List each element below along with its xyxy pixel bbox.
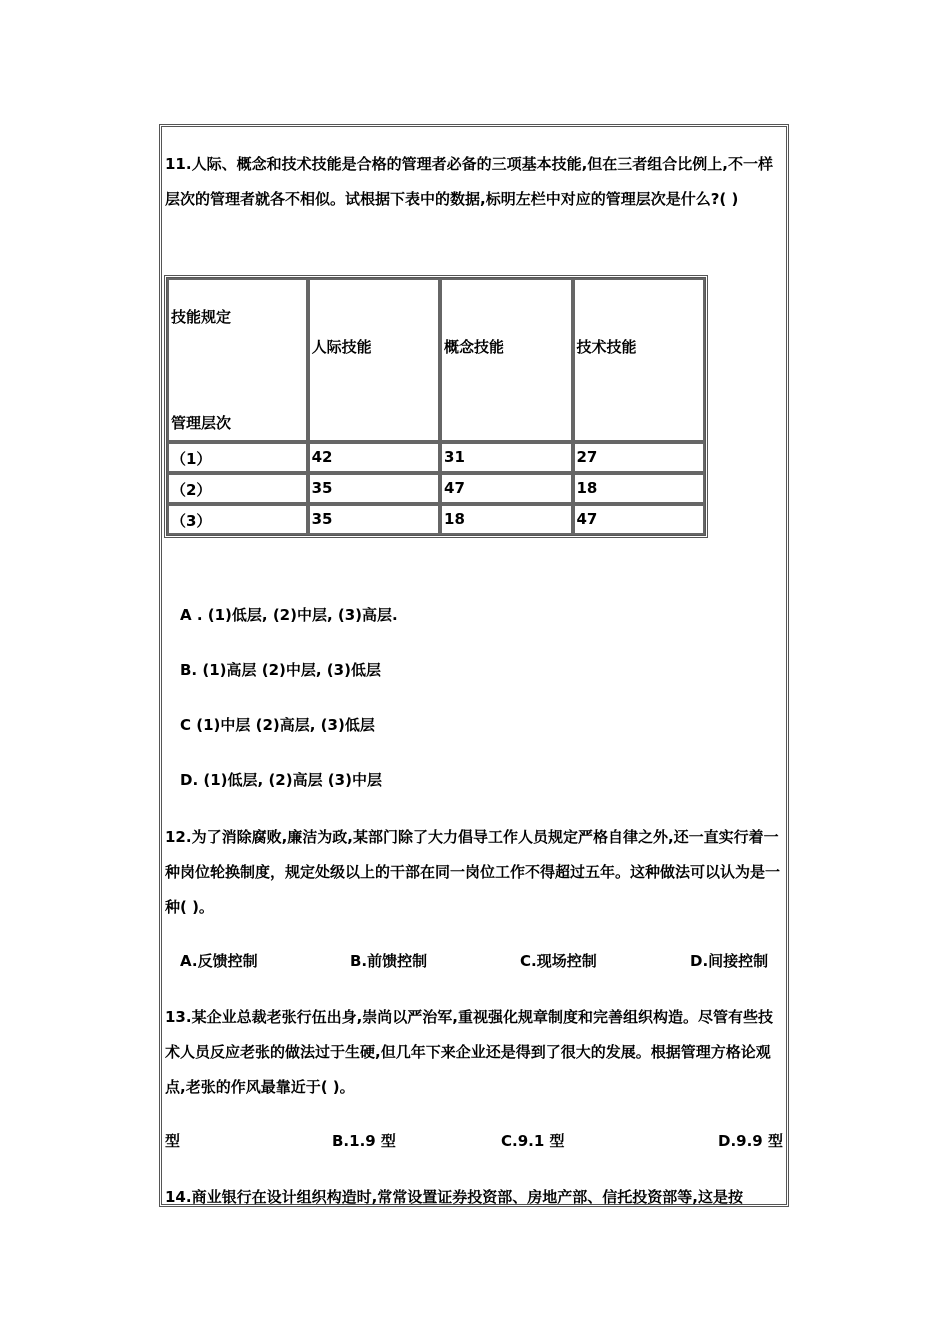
q11-option-a: A . (1)低层, (2)中层, (3)高层. — [180, 606, 398, 624]
question-14-text: 14.商业银行在设计组织构造时,常常设置证券投资部、房地产部、信托投资部等,这是按 — [165, 1188, 743, 1206]
q11-option-d: D. (1)低层, (2)高层 (3)中层 — [180, 771, 382, 789]
q13-choices — [162, 1130, 788, 1154]
q13-choice-d: D.9.9 型 — [718, 1132, 783, 1150]
table-header-row — [167, 278, 705, 442]
table-row — [167, 473, 705, 504]
cell-value: 42 — [308, 442, 440, 473]
table-row — [167, 504, 705, 535]
q13-choice-b: B.1.9 型 — [332, 1132, 396, 1150]
header-conceptual: 概念技能 — [440, 278, 572, 442]
cell-value: 47 — [573, 504, 706, 535]
question-11-text: 11.人际、概念和技术技能是合格的管理者必备的三项基本技能,但在三者组合比例上,不一样层次的管理者就各不相似。试根据下表中的数据,标明左栏中对应的管理层次是什么?( ) — [165, 155, 773, 208]
row-label: （2） — [167, 473, 308, 504]
q13-choice-c: C.9.1 型 — [501, 1132, 565, 1150]
cell-value: 35 — [308, 504, 440, 535]
question-12-text: 12.为了消除腐败,廉洁为政,某部门除了大力倡导工作人员规定严格自律之外,还一直实行着一种岗位轮换制度，规定处级以上的干部在同一岗位工作不得超过五年。这种做法可以认为是一种( )。 — [165, 828, 781, 916]
q13-choice-a: 型 — [165, 1132, 181, 1150]
table-corner-cell — [167, 278, 308, 442]
q11-option-b: B. (1)高层 (2)中层, (3)低层 — [180, 661, 381, 679]
question-frame — [159, 124, 789, 1207]
cell-value: 35 — [308, 473, 440, 504]
q12-choice-c: C.现场控制 — [520, 952, 597, 970]
corner-top-label: 技能规定 — [171, 308, 232, 326]
q11-option-c: C (1)中层 (2)高层, (3)低层 — [180, 716, 375, 734]
cell-value: 18 — [573, 473, 706, 504]
q12-choices — [162, 950, 788, 974]
cell-value: 47 — [440, 473, 572, 504]
q12-choice-a: A.反馈控制 — [180, 952, 258, 970]
question-13-text: 13.某企业总裁老张行伍出身,崇尚以严治军,重视强化规章制度和完善组织构造。尽管有些技术人员反应老张的做法过于生硬,但几年下来企业还是得到了很大的发展。根据管理方格论观点,老张的作风最靠近于( )。 — [165, 1008, 773, 1096]
table-row — [167, 442, 705, 473]
q12-choice-d: D.间接控制 — [690, 952, 769, 970]
cell-value: 31 — [440, 442, 572, 473]
skills-table — [164, 275, 708, 538]
row-label: （3） — [167, 504, 308, 535]
header-technical: 技术技能 — [573, 278, 706, 442]
header-interpersonal: 人际技能 — [308, 278, 440, 442]
q12-choice-b: B.前馈控制 — [350, 952, 428, 970]
corner-bottom-label: 管理层次 — [171, 414, 232, 432]
cell-value: 18 — [440, 504, 572, 535]
cell-value: 27 — [573, 442, 706, 473]
row-label: （1） — [167, 442, 308, 473]
